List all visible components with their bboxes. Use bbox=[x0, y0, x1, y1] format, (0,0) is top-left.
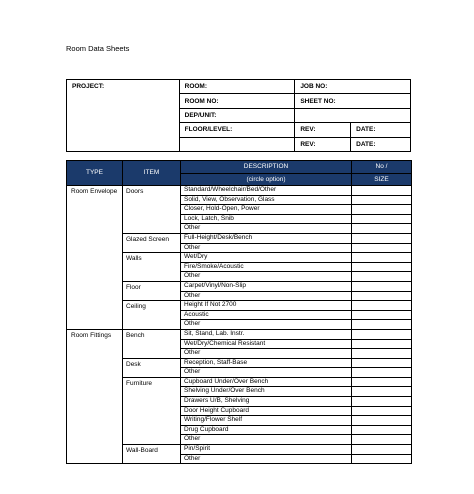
description-option[interactable]: Full-Height/Desk/Bench bbox=[181, 233, 352, 243]
description-option[interactable]: Other bbox=[181, 454, 352, 464]
dep-unit-label: DEP/UNIT: bbox=[179, 108, 295, 122]
description-option[interactable]: Other bbox=[181, 435, 352, 445]
floor-level-label: FLOOR/LEVEL: bbox=[179, 123, 295, 137]
no-size-cell[interactable] bbox=[352, 195, 412, 205]
no-size-cell[interactable] bbox=[352, 224, 412, 234]
no-size-cell[interactable] bbox=[352, 435, 412, 445]
rev-label-2: REV: bbox=[295, 137, 351, 151]
description-option[interactable]: Standard/Wheelchair/Bed/Other bbox=[181, 186, 352, 196]
description-option[interactable]: Drawers U/B, Shelving bbox=[181, 397, 352, 407]
description-option[interactable]: Wet/Dry/Chemical Resistant bbox=[181, 339, 352, 349]
no-size-cell[interactable] bbox=[352, 349, 412, 359]
type-header: TYPE bbox=[67, 161, 123, 186]
item-cell: Wall-Board bbox=[123, 445, 181, 464]
no-size-cell[interactable] bbox=[352, 397, 412, 407]
description-note-header: (circle option) bbox=[181, 173, 352, 186]
description-option[interactable]: Other bbox=[181, 272, 352, 282]
description-option[interactable]: Shelving Under/Over Bench bbox=[181, 387, 352, 397]
dep-unit-right-cell bbox=[295, 108, 411, 122]
description-option[interactable]: Writing/Flower Shelf bbox=[181, 416, 352, 426]
item-cell: Glazed Screen bbox=[123, 233, 181, 252]
no-size-cell[interactable] bbox=[352, 243, 412, 253]
no-size-cell[interactable] bbox=[352, 358, 412, 368]
project-header-table bbox=[66, 79, 411, 152]
description-option[interactable]: Fire/Smoke/Acoustic bbox=[181, 262, 352, 272]
description-option[interactable]: Drug Cupboard bbox=[181, 425, 352, 435]
no-size-cell[interactable] bbox=[352, 205, 412, 215]
item-cell: Walls bbox=[123, 253, 181, 282]
sheet-no-label: SHEET NO: bbox=[295, 94, 411, 108]
room-label: ROOM: bbox=[179, 80, 295, 94]
room-data-table bbox=[66, 160, 412, 464]
no-size-cell[interactable] bbox=[352, 262, 412, 272]
item-cell: Ceiling bbox=[123, 301, 181, 330]
no-size-cell[interactable] bbox=[352, 233, 412, 243]
description-option[interactable]: Other bbox=[181, 320, 352, 330]
description-header: DESCRIPTION bbox=[181, 161, 352, 174]
blank-cell bbox=[179, 137, 295, 151]
no-size-cell[interactable] bbox=[352, 329, 412, 339]
no-size-cell[interactable] bbox=[352, 320, 412, 330]
no-size-cell[interactable] bbox=[352, 214, 412, 224]
description-option[interactable]: Other bbox=[181, 368, 352, 378]
size-header: SIZE bbox=[352, 173, 412, 186]
type-cell: Room Envelope bbox=[67, 186, 123, 330]
no-size-cell[interactable] bbox=[352, 301, 412, 311]
item-cell: Bench bbox=[123, 329, 181, 358]
description-option[interactable]: Pin/Spirit bbox=[181, 445, 352, 455]
rev-label: REV: bbox=[295, 123, 351, 137]
item-cell: Doors bbox=[123, 186, 181, 234]
no-size-cell[interactable] bbox=[352, 339, 412, 349]
item-cell: Desk bbox=[123, 358, 181, 377]
no-size-cell[interactable] bbox=[352, 425, 412, 435]
description-option[interactable]: Sit, Stand, Lab. Instr. bbox=[181, 329, 352, 339]
no-size-cell[interactable] bbox=[352, 186, 412, 196]
no-size-cell[interactable] bbox=[352, 387, 412, 397]
description-option[interactable]: Other bbox=[181, 291, 352, 301]
no-size-cell[interactable] bbox=[352, 281, 412, 291]
description-option[interactable]: Other bbox=[181, 243, 352, 253]
project-label: PROJECT: bbox=[67, 80, 180, 152]
description-option[interactable]: Closer, Hold-Open, Power bbox=[181, 205, 352, 215]
no-size-cell[interactable] bbox=[352, 454, 412, 464]
no-size-cell[interactable] bbox=[352, 291, 412, 301]
description-option[interactable]: Carpet/Vinyl/Non-Slip bbox=[181, 281, 352, 291]
description-option[interactable]: Solid, View, Observation, Glass bbox=[181, 195, 352, 205]
description-option[interactable]: Door Height Cupboard bbox=[181, 406, 352, 416]
no-size-cell[interactable] bbox=[352, 310, 412, 320]
item-header: ITEM bbox=[123, 161, 181, 186]
description-option[interactable]: Lock, Latch, Snib bbox=[181, 214, 352, 224]
description-option[interactable]: Reception, Staff-Base bbox=[181, 358, 352, 368]
table-row bbox=[67, 186, 412, 196]
no-size-cell[interactable] bbox=[352, 416, 412, 426]
type-cell: Room Fittings bbox=[67, 329, 123, 463]
item-cell: Floor bbox=[123, 281, 181, 300]
room-no-label: ROOM NO: bbox=[179, 94, 295, 108]
no-header: No / bbox=[352, 161, 412, 174]
description-option[interactable]: Cupboard Under/Over Bench bbox=[181, 377, 352, 387]
page-title: Room Data Sheets bbox=[66, 44, 130, 53]
no-size-cell[interactable] bbox=[352, 377, 412, 387]
description-option[interactable]: Wet/Dry bbox=[181, 253, 352, 263]
job-no-label: JOB NO: bbox=[295, 80, 411, 94]
no-size-cell[interactable] bbox=[352, 406, 412, 416]
date-label-2: DATE: bbox=[351, 137, 411, 151]
description-option[interactable]: Height If Not 2700 bbox=[181, 301, 352, 311]
description-option[interactable]: Other bbox=[181, 349, 352, 359]
no-size-cell[interactable] bbox=[352, 445, 412, 455]
description-option[interactable]: Other bbox=[181, 224, 352, 234]
table-row bbox=[67, 329, 412, 339]
no-size-cell[interactable] bbox=[352, 368, 412, 378]
description-option[interactable]: Acoustic bbox=[181, 310, 352, 320]
date-label: DATE: bbox=[351, 123, 411, 137]
no-size-cell[interactable] bbox=[352, 253, 412, 263]
no-size-cell[interactable] bbox=[352, 272, 412, 282]
item-cell: Furniture bbox=[123, 377, 181, 444]
